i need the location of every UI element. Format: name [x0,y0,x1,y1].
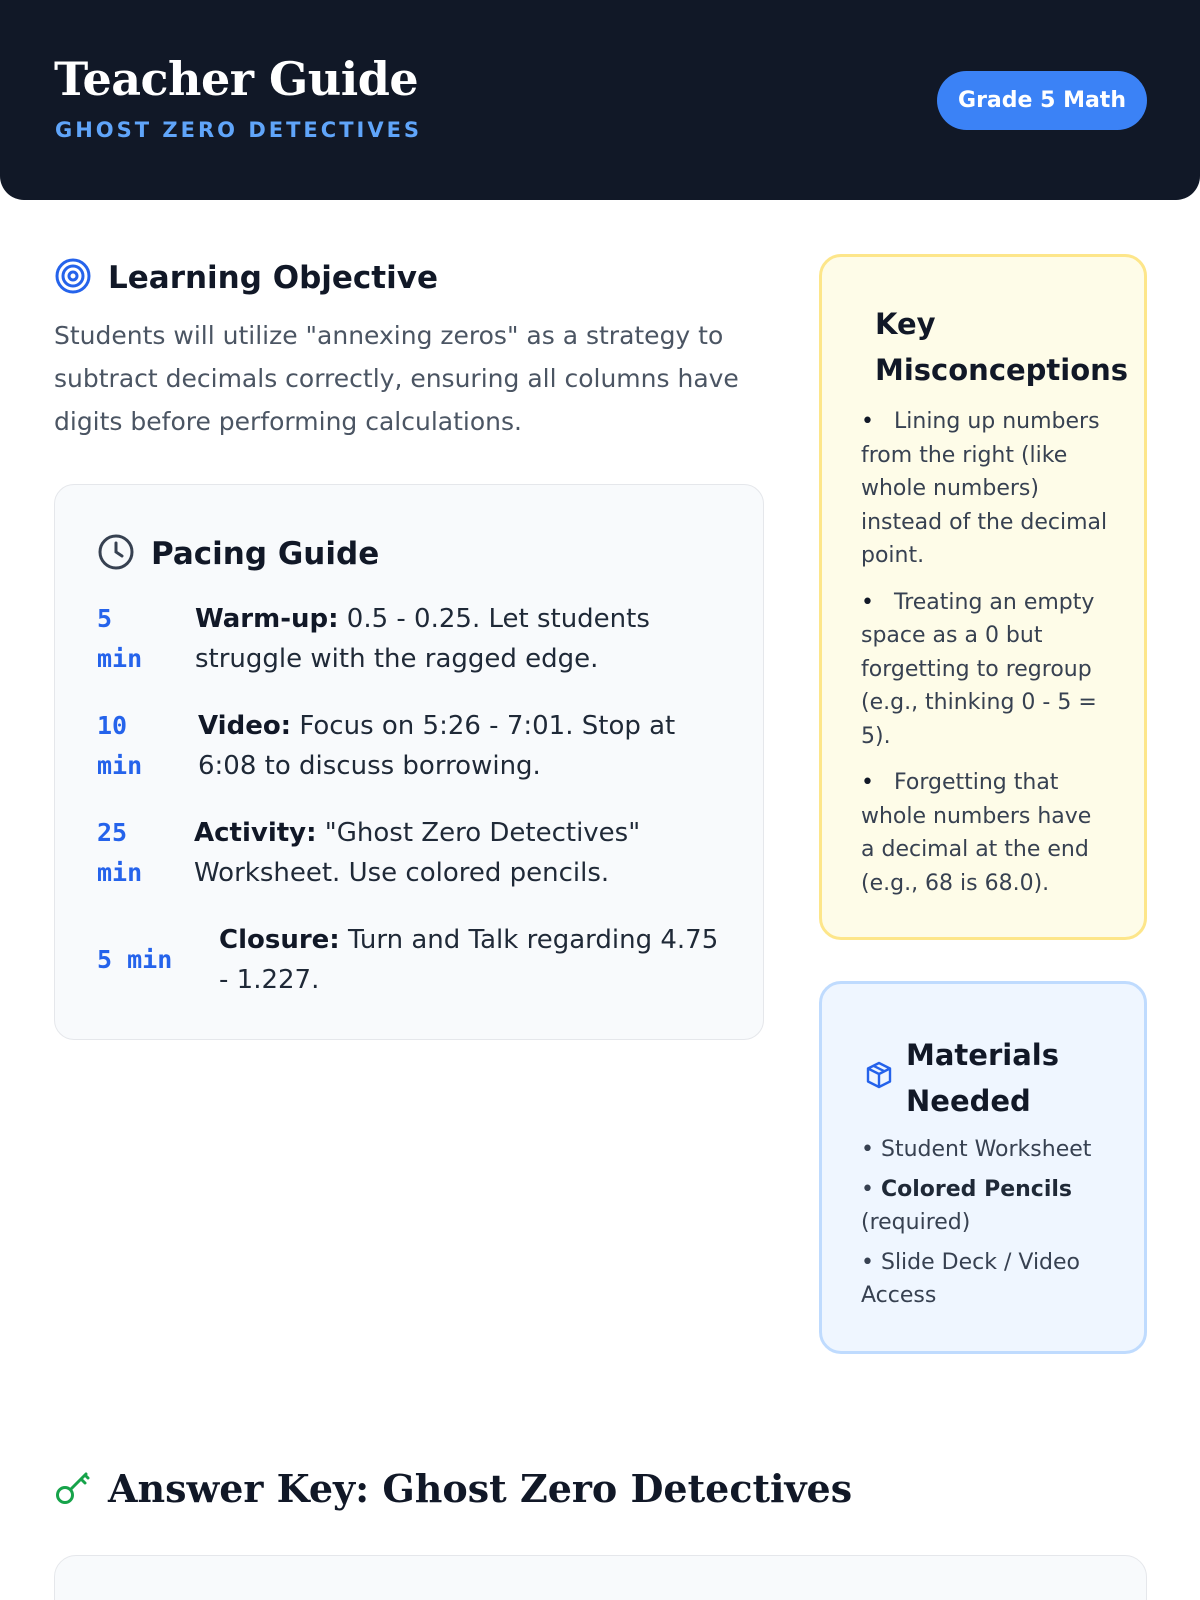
list-item: •Treating an empty space as a 0 but forgetting to regroup (e.g., thinking 0 - 5 = 5). [861,586,1111,754]
materials-card [819,981,1147,1354]
objective-title: Learning Objective [108,260,438,296]
list-item: •Lining up numbers from the right (like whole numbers) instead of the decimal point. [861,405,1111,573]
pacing-desc: Activity: "Ghost Zero Detectives" Worksheet. Use colored pencils. [194,818,641,888]
materials-title: Materials Needed [906,1038,1059,1118]
header [0,0,1200,200]
list-item: • Student Worksheet [861,1137,1092,1162]
misconceptions-list [861,405,1111,913]
grade-badge: Grade 5 Math [937,71,1147,130]
pacing-time: 5 min [97,604,143,673]
pacing-title: Pacing Guide [151,536,380,572]
pacing-guide-card [54,484,764,1040]
answer-key-title: Answer Key: Ghost Zero Detectives [108,1466,853,1511]
pacing-desc: Warm-up: 0.5 - 0.25. Let students struggle with the ragged edge. [195,604,650,674]
pacing-time: 25 min [97,818,143,887]
page-title: Teacher Guide [54,52,419,106]
misconceptions-title: Key Misconceptions [875,307,1129,387]
pacing-desc: Closure: Turn and Talk regarding 4.75 - 1.227. [219,925,719,995]
list-item: • Colored Pencils (required) [861,1177,1073,1235]
objective-text: Students will utilize "annexing zeros" as a strategy to subtract decimals correctly, ensuring all columns have digits before performing calculations. [54,321,739,436]
pacing-desc: Video: Focus on 5:26 - 7:01. Stop at 6:08 to discuss borrowing. [198,711,676,781]
list-item: •Forgetting that whole numbers have a decimal at the end (e.g., 68 is 68.0). [861,766,1111,900]
box-icon [864,1060,894,1094]
clock-icon [97,533,135,575]
pacing-time: 10 min [97,711,143,780]
target-icon [54,257,92,299]
pacing-time: 5 min [97,945,173,974]
list-item: • Slide Deck / Video Access [861,1250,1081,1308]
materials-list [861,1133,1121,1319]
pacing-heading [97,533,379,575]
page-subtitle: GHOST ZERO DETECTIVES [55,118,423,142]
answer-key-heading [54,1466,852,1511]
misconceptions-card [819,254,1147,940]
answer-key-card [54,1555,1147,1600]
objective-heading [54,257,438,299]
key-icon [54,1468,92,1510]
